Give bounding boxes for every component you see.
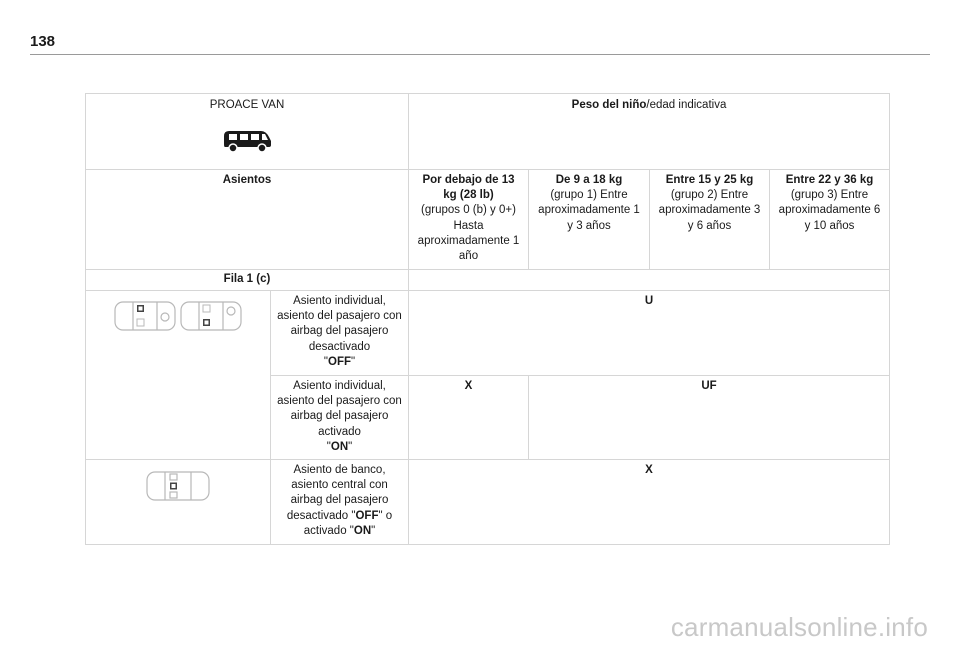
row-value-rest-cell: UF xyxy=(529,376,889,460)
car-top-view-icon xyxy=(113,299,243,333)
child-seat-table xyxy=(85,93,890,545)
weight-label-rest: /edad indicativa xyxy=(646,99,727,111)
row-desc-text: Asiento de banco, asiento central con airbag del pasajero desactivado " xyxy=(286,464,389,522)
group-cell-2 xyxy=(650,170,770,270)
bench-seat-diagram-cell xyxy=(86,460,271,544)
weight-label-bold: Peso del niño xyxy=(571,99,647,111)
single-seat-diagram-cell xyxy=(86,291,271,460)
group-weight: De 9 a 18 kg xyxy=(555,174,623,186)
group-detail: (grupos 0 (b) y 0+) Hasta aproximadamente 1 año xyxy=(417,204,520,263)
airbag-on-status: ON xyxy=(330,440,349,453)
group-cell-0 xyxy=(409,170,529,270)
van-icon xyxy=(221,125,273,153)
row-desc-mid: " o activado " xyxy=(303,509,393,537)
vehicle-name: PROACE VAN xyxy=(209,99,285,111)
group-detail: (grupo 2) Entre aproximadamente 3 y 6 años xyxy=(658,189,761,232)
quote-open: " xyxy=(323,355,328,368)
quote-close: " xyxy=(348,440,353,453)
car-top-view-icon xyxy=(145,470,211,502)
row-value-cell: U xyxy=(409,291,889,376)
bench-desc-cell xyxy=(271,460,409,544)
bench-value-cell: X xyxy=(645,464,653,476)
group-detail: (grupo 1) Entre aproximadamente 1 y 3 años xyxy=(538,189,640,232)
row1-label-cell: Fila 1 (c) xyxy=(86,270,409,291)
weight-header-cell xyxy=(409,94,889,170)
seats-label-cell: Asientos xyxy=(86,170,409,270)
airbag-off-desc-cell xyxy=(271,291,409,376)
row-desc-text: Asiento individual, asiento del pasajero con airbag del pasajero desactivado xyxy=(277,295,402,353)
bench-on-status: ON xyxy=(353,524,372,537)
quote-close: " xyxy=(351,355,356,368)
group-cell-1 xyxy=(529,170,650,270)
page-number: 138 xyxy=(30,33,56,50)
quote-close: " xyxy=(371,524,376,537)
header-rule xyxy=(30,54,930,55)
quote-open: " xyxy=(326,440,331,453)
row-desc-text: Asiento individual, asiento del pasajero con airbag del pasajero activado xyxy=(277,380,402,438)
row-value-group0-cell: X xyxy=(409,376,529,460)
group-detail: (grupo 3) Entre aproximadamente 6 y 10 años xyxy=(778,189,881,232)
vehicle-header-cell xyxy=(86,94,409,170)
airbag-on-desc-cell xyxy=(271,376,409,460)
group-weight: Entre 22 y 36 kg xyxy=(785,174,874,186)
group-weight: Entre 15 y 25 kg xyxy=(665,174,754,186)
row1-empty-cell xyxy=(409,270,889,291)
bench-off-status: OFF xyxy=(355,509,379,522)
airbag-off-status: OFF xyxy=(328,355,351,368)
group-cell-3 xyxy=(770,170,889,270)
watermark: carmanualsonline.info xyxy=(670,612,928,642)
group-weight: Por debajo de 13 kg (28 lb) xyxy=(422,174,515,202)
